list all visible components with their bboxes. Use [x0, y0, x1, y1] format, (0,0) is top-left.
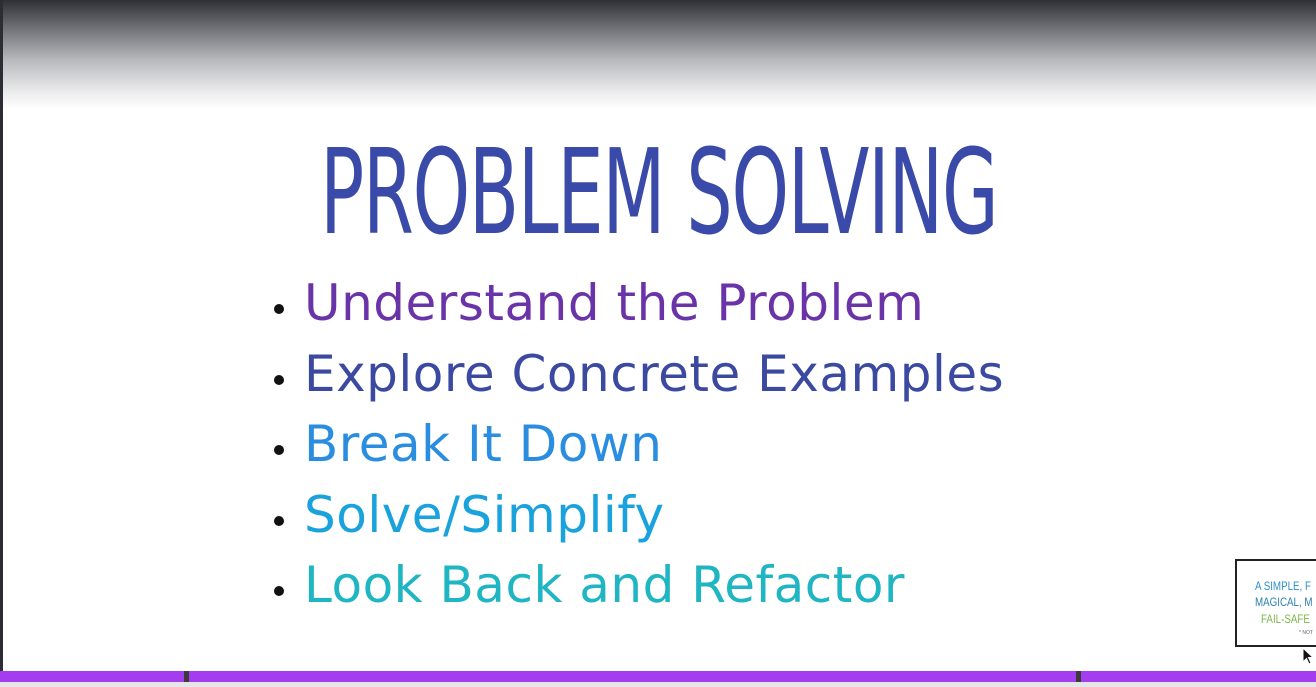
- slide-title: PROBLEM SOLVING: [320, 123, 998, 261]
- list-item: [270, 272, 1004, 343]
- list-item: [270, 554, 1004, 625]
- bullet-dot-icon: [274, 516, 284, 526]
- top-gradient-overlay: [3, 0, 1316, 110]
- bullet-text: Understand the Problem: [304, 274, 925, 332]
- list-item: [270, 484, 1004, 555]
- bullet-text: Break It Down: [304, 415, 663, 473]
- bullet-text: Solve/Simplify: [304, 485, 665, 544]
- chapter-marker[interactable]: [1076, 671, 1081, 682]
- list-item: [270, 413, 1004, 484]
- bullet-dot-icon: [274, 304, 284, 314]
- thumbnail-footnote: * NOT: [1299, 630, 1313, 636]
- bullet-dot-icon: [274, 445, 284, 455]
- preview-thumbnail[interactable]: [1235, 559, 1316, 647]
- bottom-strip: [0, 682, 1316, 687]
- thumbnail-line: MAGICAL, M: [1255, 597, 1313, 609]
- thumbnail-line: A SIMPLE, F: [1255, 581, 1311, 593]
- bullet-text: Look Back and Refactor: [304, 556, 905, 614]
- bullet-dot-icon: [274, 375, 284, 385]
- progress-bar[interactable]: [0, 671, 1316, 682]
- bullet-text: Explore Concrete Examples: [304, 344, 1005, 403]
- mouse-cursor-icon: [1302, 647, 1316, 667]
- bullet-list: [270, 272, 1004, 625]
- list-item: [270, 343, 1004, 414]
- thumbnail-line: FAIL-SAFE: [1261, 614, 1310, 626]
- chapter-marker[interactable]: [184, 671, 189, 682]
- bullet-dot-icon: [274, 586, 284, 596]
